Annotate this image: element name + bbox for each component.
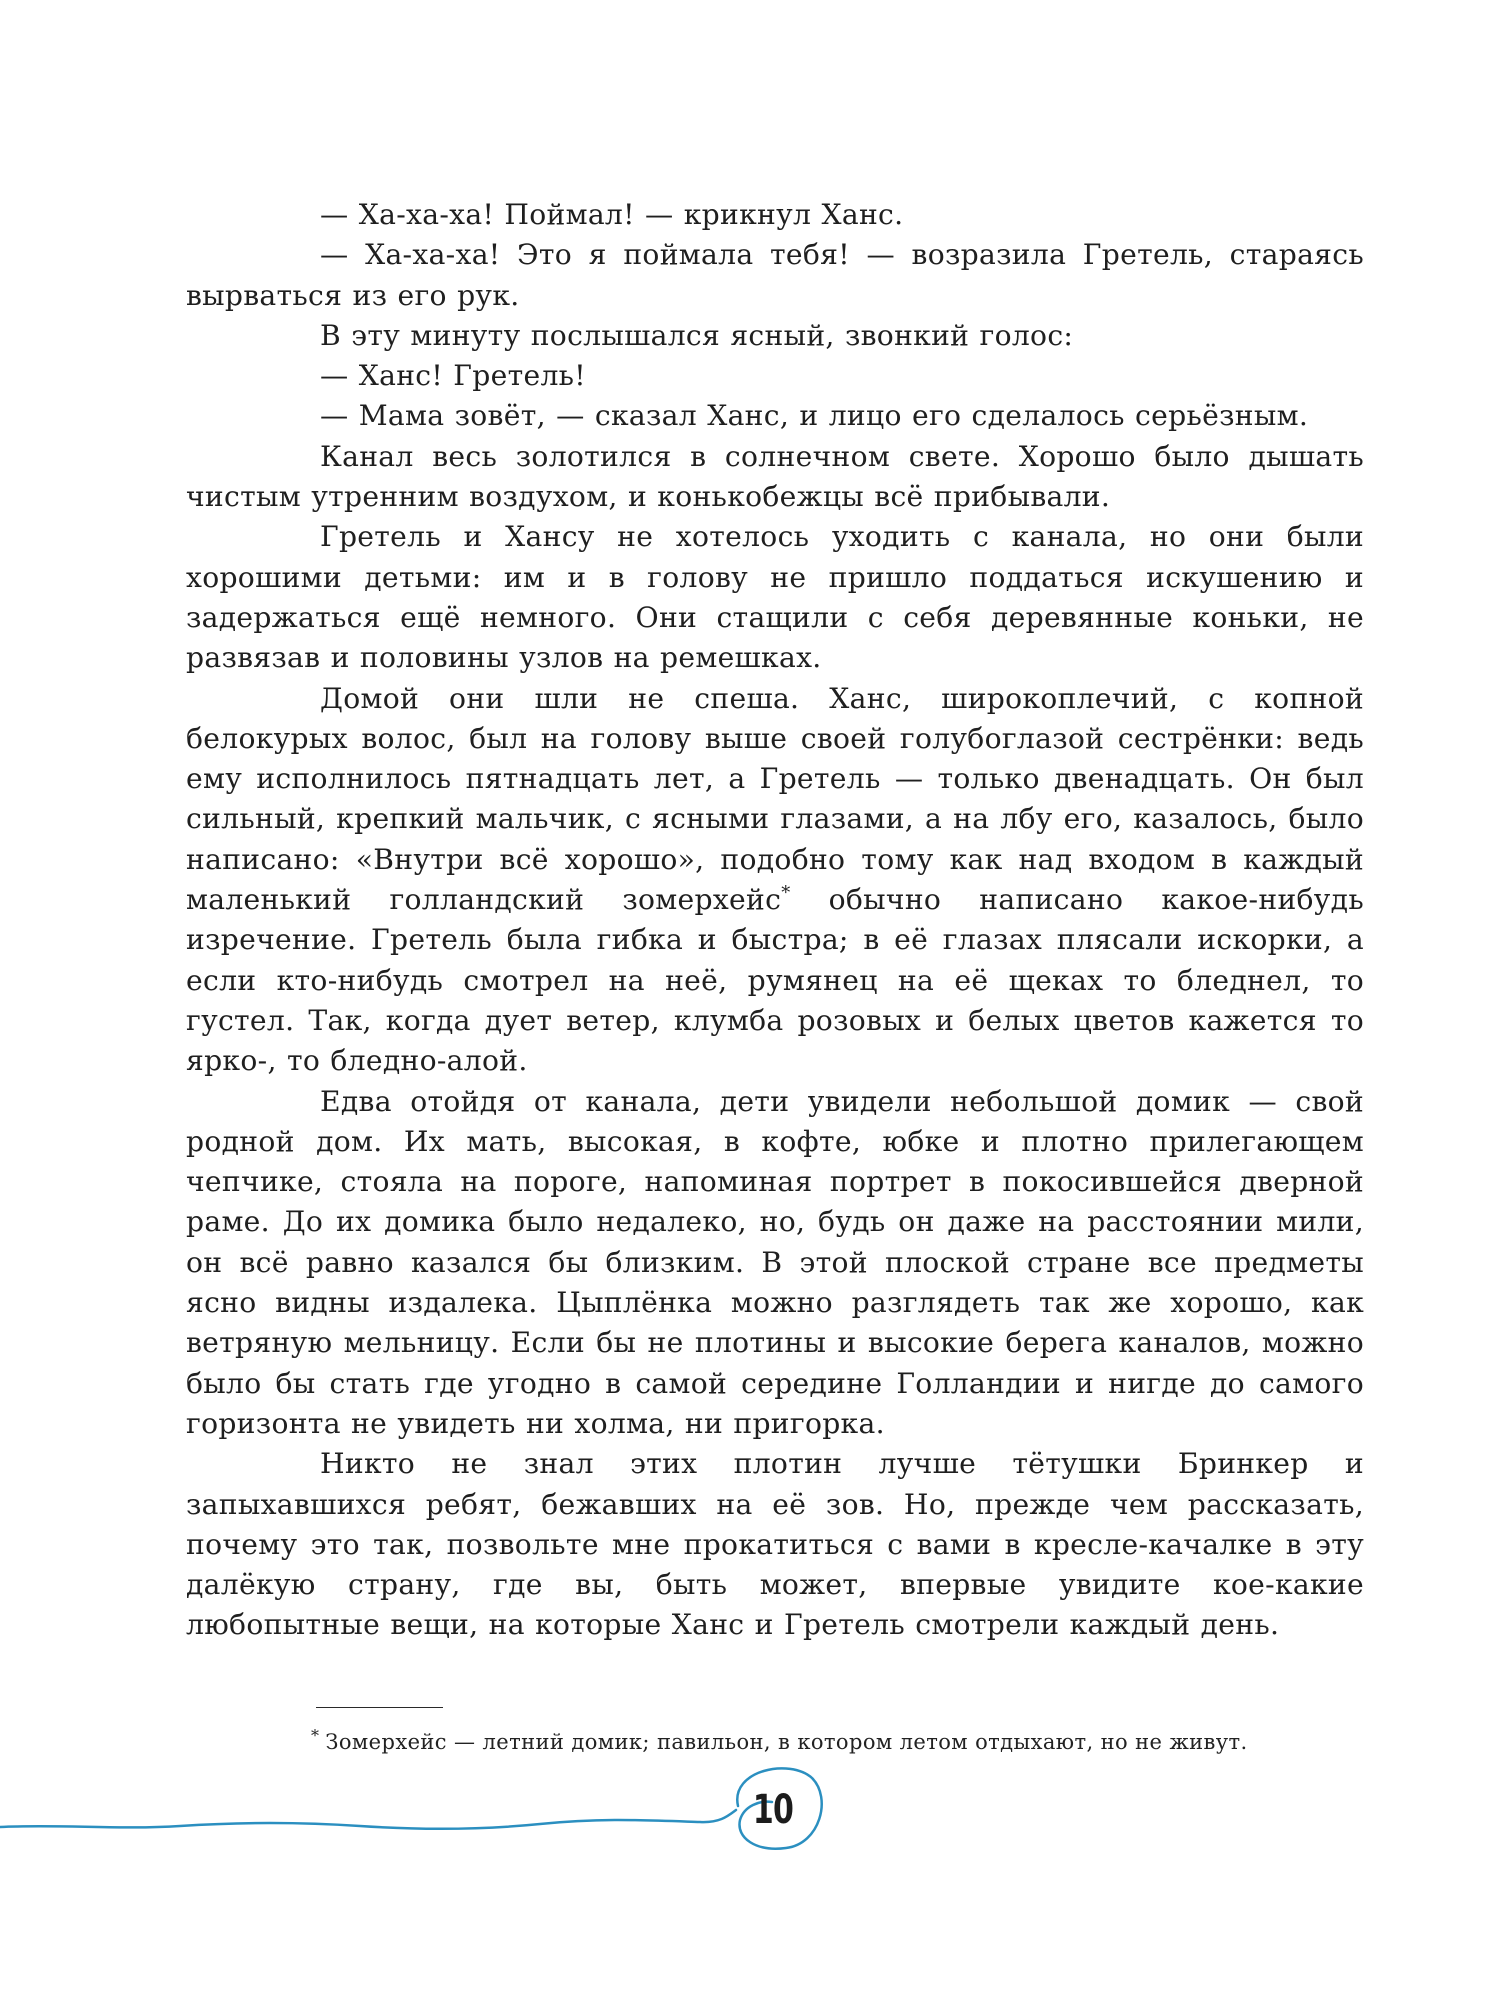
- paragraph-4: — Ханс! Гретель!: [320, 359, 586, 393]
- paragraph-3: В эту минуту послышался ясный, звонкий голос:: [320, 318, 1074, 352]
- footnote-divider: [316, 1707, 443, 1708]
- paragraph-8-part-2: обычно написано какое-нибудь изречение. Гретель была гибка и быстра; в её глазах плясали искорки, а если кто-нибудь смотрел на неё, румянец на её щеках то бледнел, то густел. Так, когда дует ветер, клумба розовых и белых цветов кажется то ярко-, то бледно-алой.: [186, 883, 1364, 1078]
- page-number: 10: [752, 1787, 794, 1833]
- footnote: [311, 1727, 1371, 1757]
- paragraph-1: — Ха-ха-ха! Поймал! — крикнул Ханс.: [320, 198, 904, 231]
- paragraph-8: [186, 679, 1364, 1082]
- main-text: [186, 195, 1364, 1646]
- footnote-text: Зомерхейс — летний домик; павильон, в котором летом отдыхают, но не живут.: [325, 1730, 1248, 1754]
- paragraph-7: Гретель и Хансу не хотелось уходить с канала, но они были хорошими детьми: им и в голову не пришло поддаться искушению и задержаться ещё немного. Они стащили с себя деревянные коньки, не развязав и половины узлов на ремешках.: [186, 520, 1364, 675]
- paragraph-6: Канал весь золотился в солнечном свете. Хорошо было дышать чистым утренним воздухом, и конькобежцы всё прибывали.: [186, 439, 1364, 514]
- footnote-reference: *: [781, 882, 791, 904]
- paragraph-10: Никто не знал этих плотин лучше тётушки Бринкер и запыхавшихся ребят, бежавших на её зов. Но, прежде чем рассказать, почему это так, позвольте мне прокатиться с вами в кресле-качалке в эту далёкую страну, где вы, быть может, впервые увидите кое-какие любопытные вещи, на которые Ханс и Гретель смотрели каждый день.: [186, 1447, 1364, 1642]
- paragraph-8-part-1: Домой они шли не спеша. Ханс, широкоплечий, с копной белокурых волос, был на голову выше своей голубоглазой сестрёнки: ведь ему исполнилось пятнадцать лет, а Гретель — только двенадцать. Он был сильный, крепкий мальчик, с ясными глазами, а на лбу его, казалось, было написано: «Внутри всё хорошо», подобно тому как над входом в каждый маленький голландский зомерхейс: [186, 681, 1364, 917]
- paragraph-2: — Ха-ха-ха! Это я поймала тебя! — возразила Гретель, стараясь вырваться из его рук.: [186, 238, 1364, 312]
- wavy-line: [0, 1810, 736, 1829]
- paragraph-5: — Мама зовёт, — сказал Ханс, и лицо его сделалось серьёзным.: [320, 399, 1309, 433]
- paragraph-9: Едва отойдя от канала, дети увидели небольшой домик — свой родной дом. Их мать, высокая, в кофте, юбке и плотно прилегающем чепчике, стояла на пороге, напоминая портрет в покосившейся дверной раме. До их домика было недалеко, но, будь он даже на расстоянии мили, он всё равно казался бы близким. В этой плоской стране все предметы ясно видны издалека. Цыплёнка можно разглядеть так же хорошо, как ветряную мельницу. Если бы не плотины и высокие берега каналов, можно было бы стать где угодно в самой середине Голландии и нигде до самого горизонта не увидеть ни холма, ни пригорка.: [186, 1084, 1364, 1440]
- footnote-marker: *: [311, 1726, 320, 1745]
